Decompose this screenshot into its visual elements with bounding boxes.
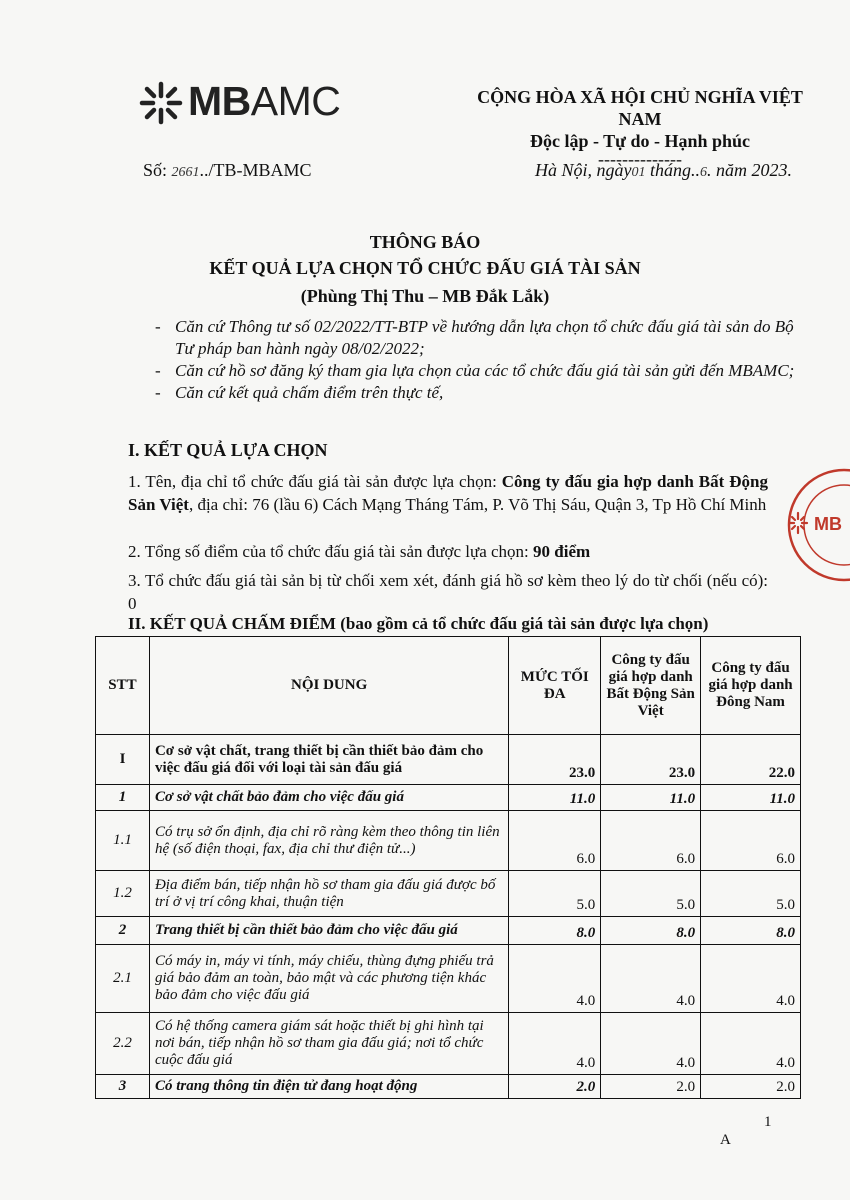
table-row: 2.1 Có máy in, máy vi tính, máy chiếu, thùng đựng phiếu trả giá bảo đảm an toàn, bảo mật và các phương tiện khác bảo đảm cho việc đấu giá 4.0 4.0 4.0 bbox=[96, 945, 801, 1013]
legal-basis-list bbox=[145, 316, 795, 404]
basis-item: - Căn cứ hồ sơ đăng ký tham gia lựa chọn của các tổ chức đấu giá tài sản gửi đến MBAMC; bbox=[145, 360, 795, 382]
doc-title: THÔNG BÁO bbox=[369, 232, 481, 252]
document-number: Số: 2661../TB-MBAMC bbox=[143, 160, 312, 180]
doc-title-2: KẾT QUẢ LỰA CHỌN TỔ CHỨC ĐẤU GIÁ TÀI SẢN bbox=[209, 258, 641, 278]
handwritten-month: 6 bbox=[700, 165, 708, 180]
doc-subtitle: (Phùng Thị Thu – MB Đắk Lắk) bbox=[300, 286, 550, 306]
page-mark: A bbox=[720, 1132, 731, 1148]
handwritten-day: 01 bbox=[631, 165, 646, 180]
section-2-heading: II. KẾT QUẢ CHẤM ĐIỂM (bao gồm cả tổ chức đấu giá tài sản được lựa chọn) bbox=[128, 614, 709, 633]
table-row: 3 Có trang thông tin điện tử đang hoạt động 2.0 2.0 2.0 bbox=[96, 1075, 801, 1099]
paragraph-3: 3. Tổ chức đấu giá tài sản bị từ chối xem xét, đánh giá hồ sơ kèm theo lý do từ chối (nếu có): 0 bbox=[128, 571, 768, 613]
stamp-star-icon bbox=[789, 513, 807, 533]
section-1-heading: I. KẾT QUẢ LỰA CHỌN bbox=[128, 440, 328, 460]
paragraph-1: 1. Tên, địa chỉ tổ chức đấu giá tài sản được lựa chọn: Công ty đấu gia hợp danh Bất Động Sản Việt, địa chỉ: 76 (lầu 6) Cách Mạng Tháng Tám, P. Võ Thị Sáu, Quận 3, Tp Hồ Chí Minh bbox=[128, 472, 768, 514]
col-company-b: Công ty đấu giá hợp danh Đông Nam bbox=[701, 637, 801, 735]
table-row: I Cơ sở vật chất, trang thiết bị cần thiết bảo đảm cho việc đấu giá đối với loại tài sản đấu giá 23.0 23.0 22.0 bbox=[96, 735, 801, 785]
paragraph-2: 2. Tổng số điểm của tổ chức đấu giá tài sản được lựa chọn: 90 điểm bbox=[128, 542, 591, 561]
score-table bbox=[95, 636, 801, 1099]
table-row: 1.1 Có trụ sở ổn định, địa chỉ rõ ràng kèm theo thông tin liên hệ (số điện thoại, fax, địa chỉ thư điện tử...) 6.0 6.0 6.0 bbox=[96, 811, 801, 871]
table-row: 1.2 Địa điểm bán, tiếp nhận hồ sơ tham gia đấu giá được bố trí ở vị trí công khai, thuận tiện 5.0 5.0 5.0 bbox=[96, 871, 801, 917]
handwritten-number: 2661 bbox=[171, 165, 200, 180]
document-date: Hà Nội, ngày01 tháng..6. năm 2023. bbox=[535, 160, 793, 180]
nation-title: CỘNG HÒA XÃ HỘI CHỦ NGHĨA VIỆT NAM bbox=[477, 87, 803, 129]
stamp-text: MB bbox=[814, 514, 842, 534]
col-content: NỘI DUNG bbox=[149, 637, 508, 735]
separator: -------------- bbox=[598, 149, 682, 169]
col-company-a: Công ty đấu giá hợp danh Bất Động Sản Việt bbox=[601, 637, 701, 735]
national-header bbox=[470, 86, 810, 169]
company-stamp bbox=[782, 465, 850, 585]
col-max: MỨC TỐI ĐA bbox=[509, 637, 601, 735]
star-logo-icon bbox=[138, 80, 184, 126]
motto: Độc lập - Tự do - Hạnh phúc bbox=[529, 131, 751, 151]
col-stt: STT bbox=[96, 637, 150, 735]
table-row: 2.2 Có hệ thống camera giám sát hoặc thiết bị ghi hình tại nơi bán, tiếp nhận hồ sơ tham gia đấu giá; nơi tổ chức cuộc đấu giá 4.0 4.0 4.0 bbox=[96, 1013, 801, 1075]
table-row: 1 Cơ sở vật chất bảo đảm cho việc đấu giá 11.0 11.0 11.0 bbox=[96, 785, 801, 811]
table-header-row bbox=[96, 637, 801, 735]
mbamc-logo bbox=[138, 80, 378, 130]
page-number: 1 bbox=[764, 1114, 772, 1130]
table-row: 2 Trang thiết bị cần thiết bảo đảm cho việc đấu giá 8.0 8.0 8.0 bbox=[96, 917, 801, 945]
logo-text: MBAMC bbox=[188, 78, 341, 124]
basis-item: - Căn cứ kết quả chấm điểm trên thực tế, bbox=[145, 382, 795, 404]
basis-item: - Căn cứ Thông tư số 02/2022/TT-BTP về hướng dẫn lựa chọn tổ chức đấu giá tài sản do Bộ Tư pháp ban hành ngày 08/02/2022; bbox=[145, 316, 795, 360]
